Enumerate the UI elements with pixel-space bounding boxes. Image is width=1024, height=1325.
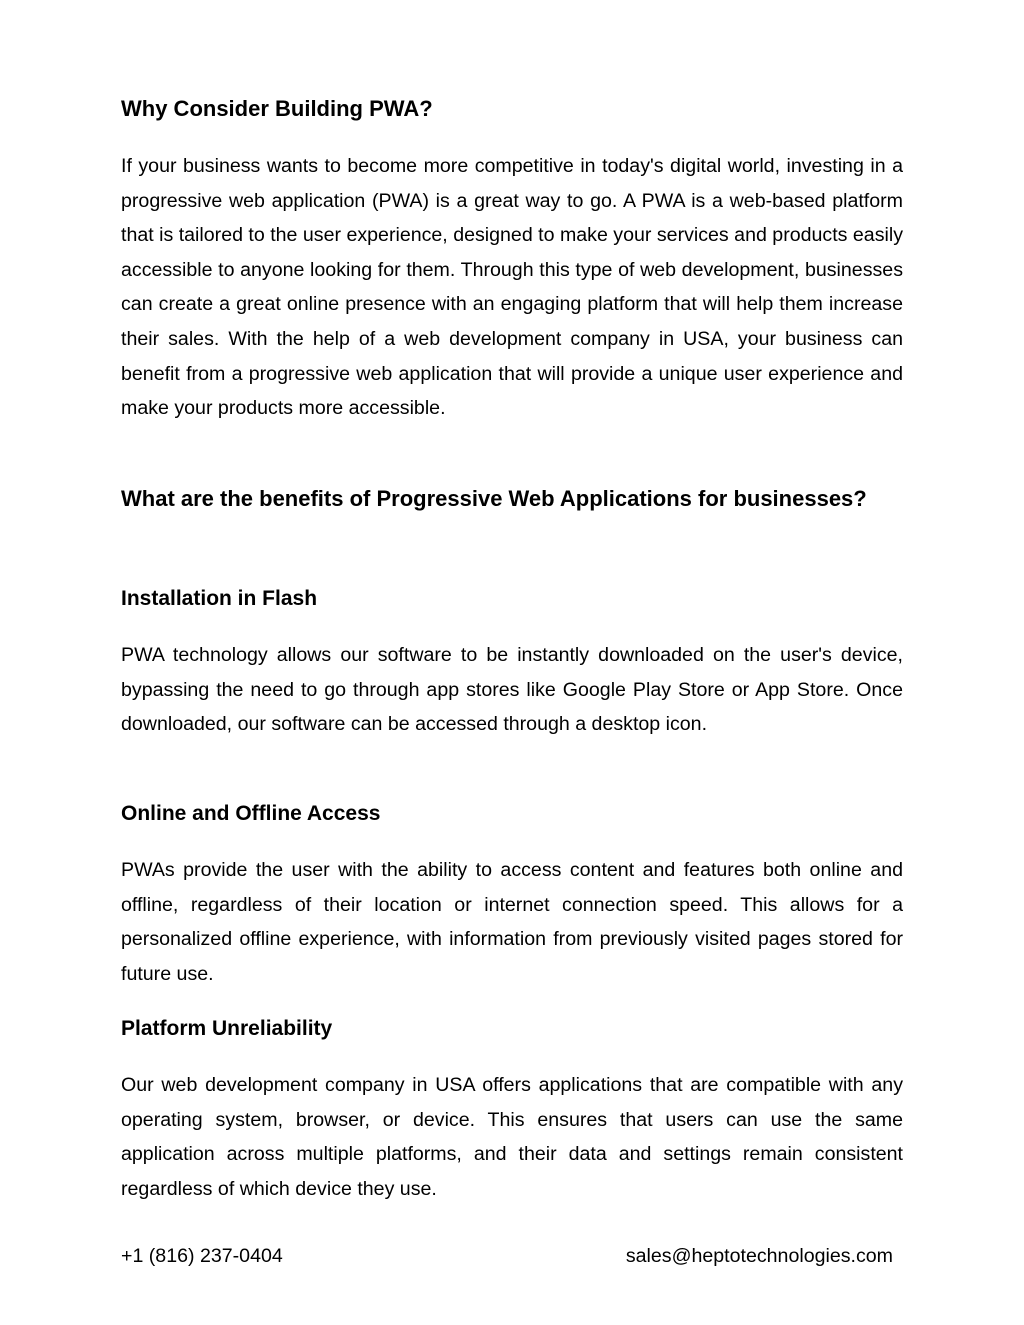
footer-email: sales@heptotechnologies.com [625,1245,893,1267]
benefit-heading-online-offline: Online and Offline Access [121,802,381,825]
page-footer [121,1241,893,1271]
benefit-heading-platform: Platform Unreliability [121,1017,333,1040]
section-heading-why-pwa: Why Consider Building PWA? [121,96,433,121]
section-body-why-pwa: If your business wants to become more competitive in today's digital world, investing in a progressive web application (PWA) is a great way to go. A PWA is a web-based platform that is tailored to the user experience, designed to make your services and products easily accessible to anyone looking for them. Through this type of web development, businesses can create a great online presence with an engaging platform that will help them increase their sales. With the help of a web development company in USA, your business can benefit from a progressive web application that will provide a unique user experience and make your products more accessible. [121,155,903,420]
benefit-body-online-offline: PWAs provide the user with the ability to access content and features both online and offline, regardless of their location or internet connection speed. This allows for a personalized offline experience, with information from previously visited pages stored for future use. [121,859,903,985]
benefit-body-platform: Our web development company in USA offers applications that are compatible with any operating system, browser, or device. This ensures that users can use the same application across multiple platforms, and their data and settings remain consistent regardless of which device they use. [121,1074,903,1200]
benefit-body-installation: PWA technology allows our software to be instantly downloaded on the user's device, bypassing the need to go through app stores like Google Play Store or App Store. Once downloaded, our software can be accessed through a desktop icon. [121,644,903,736]
benefit-heading-installation: Installation in Flash [121,587,318,610]
footer-phone: +1 (816) 237-0404 [121,1245,283,1267]
section-heading-benefits: What are the benefits of Progressive Web Applications for businesses? [121,486,867,511]
